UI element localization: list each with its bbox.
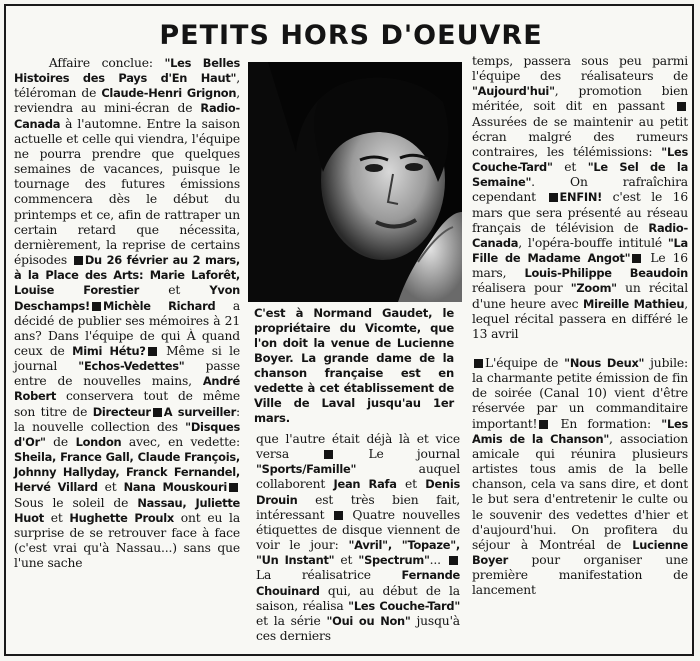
- separator-square-icon: [334, 511, 343, 520]
- column-middle-text: que l'autre était déjà là et vice versa Le journal "Sports/Famille" auquel collaborent Jean Rafa et Denis Drouin est très bien fait, intéressant Quatre nouvelles étiquettes de disque viennent de voir le jour: "Avril", "Topaze", "Un Instant" et "Spectrum"... La réalisatrice Fernande Chouinard qui, au début de la saison, réalisa "Les Couche-Tard" et la série "Oui ou Non" jusqu'à ces derniers: [256, 432, 461, 644]
- portrait-photo: [248, 62, 462, 302]
- column-right-text: temps, passera sous peu parmi l'équipe des réalisateurs de "Aujourd'hui", promotion bien méritée, soit dit en passant Assurées de se maintenir au petit écran malgré des rumeurs contraires, les télémissions: "Les Couche-Tard" et "Le Sel de la Semaine". On rafraîchira cependant ENFIN! c'est le 16 mars que sera présenté au réseau français de télévision de Radio-Canada, l'opéra-bouffe intitulé "La Fille de Madame Angot" Le 16 mars, Louis-Philippe Beaudoin réalisera pour "Zoom" un récital d'une heure avec Mireille Mathieu, lequel récital passera en différé le 13 avril: [472, 54, 688, 341]
- separator-square-icon: [229, 483, 238, 492]
- separator-square-icon: [148, 347, 157, 356]
- article-page: [4, 4, 694, 656]
- headline: PETITS HORS D'OEUVRE: [159, 20, 543, 51]
- column-right: [472, 54, 688, 598]
- separator-square-icon: [632, 254, 641, 263]
- separator-square-icon: [324, 450, 333, 459]
- separator-square-icon: [549, 193, 558, 202]
- separator-square-icon: [74, 256, 83, 265]
- separator-square-icon: [474, 359, 483, 368]
- column-middle: [256, 432, 460, 644]
- separator-square-icon: [539, 420, 548, 429]
- portrait-illustration: [248, 62, 462, 302]
- separator-square-icon: [92, 302, 101, 311]
- column-left: [14, 56, 240, 571]
- separator-square-icon: [677, 102, 686, 111]
- separator-square-icon: [449, 556, 458, 565]
- column-right-text-2: L'équipe de "Nous Deux" jubile: la charmante petite émission de fin de soirée (Canal 10) vient d'être réservée par un commanditaire important! En formation: "Les Amis de la Chanson", association amicale qui réunira plusieurs artistes tous amis de la belle chanson, cela va sans dire, et dont le but sera d'entretenir le culte ou le souvenir des vedettes d'hier et d'aujourd'hui. On profitera du séjour à Montréal de Lucienne Boyer pour organiser une première manifestation de lancement: [472, 355, 688, 598]
- photo-caption: C'est à Normand Gaudet, le propriétaire du Vicomte, que l'on doit la venue de Lucienne Boyer. La grande dame de la chanson française est en vedette à cet établissement de Ville de Laval jusqu'au 1er mars.: [254, 306, 454, 425]
- column-left-text: Affaire conclue: "Les Belles Histoires des Pays d'En Haut", téléroman de Claude-Henri Grignon, reviendra au mini-écran de Radio-Canada à l'automne. Entre la saison actuelle et celle qui viendra, l'équipe ne pourra prendre que quelques semaines de vacances, puisque le tournage des futures émissions commencera dès le début du printemps et ce, afin de rattraper un certain retard que nécessita, dernièrement, la reprise de certains épisodes Du 26 février au 2 mars, à la Place des Arts: Marie Laforêt, Louise Forestier et Yvon Deschamps! Michèle Richard a décidé de publier ses mémoires à 21 ans? Dans l'équipe de qui À quand ceux de Mimi Hétu? Même si le journal "Echos-Vedettes" passe entre de nouvelles mains, André Robert conservera tout de même son titre de Directeur A surveiller: la nouvelle collection des "Disques d'Or" de London avec, en vedette: Sheila, France Gall, Claude François, Johnny Hallyday, Franck Fernandel, Hervé Villard et Nana Mouskouri Sous le soleil de Nassau, Juliette Huot et Hughette Proulx ont eu la surprise de se retrouver face à face (c'est vrai qu'à Nassau...) sans que l'une sache: [14, 56, 241, 571]
- separator-square-icon: [153, 408, 162, 417]
- spacer: [472, 342, 688, 356]
